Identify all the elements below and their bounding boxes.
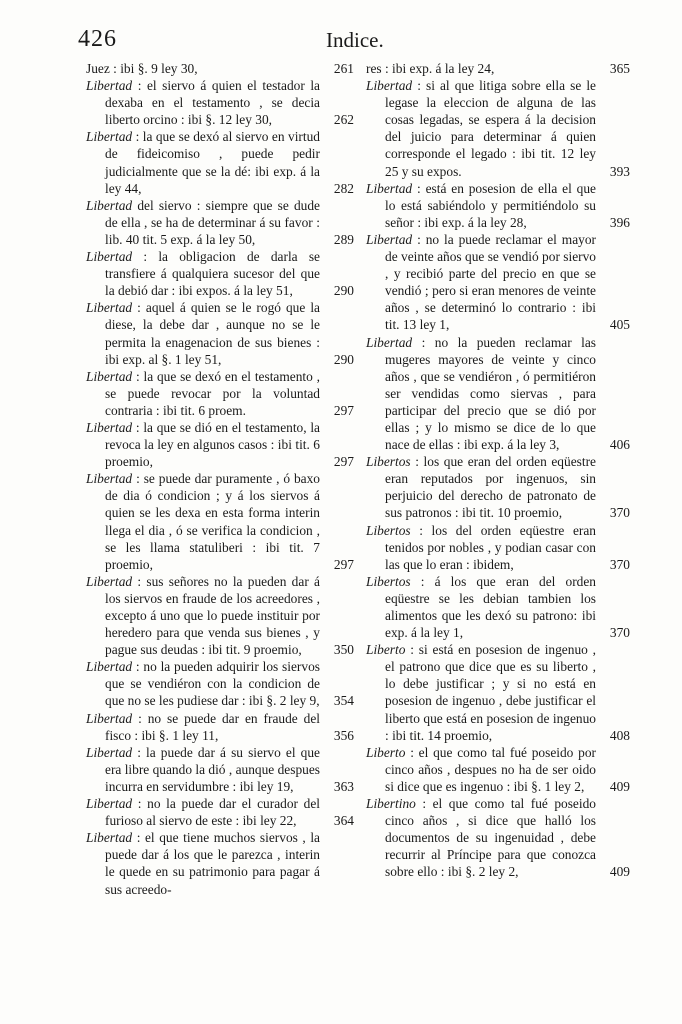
- entry-page-number: 354: [333, 693, 354, 709]
- entry-page-number: 408: [609, 727, 630, 743]
- entry-text: : si al que litiga sobre ella se le legase la eleccion de alguna de las cosas legadas, se espera á la decision del juicio para determinar á quien corresponde el legado : ibi tit. 12 ley 25 y su expos.: [385, 78, 596, 179]
- entry-text: : no la pueden adquirir los siervos que se vendiéron con la condicion de que no se les pudiese dar : ibi §. 2 ley 9,: [105, 659, 320, 709]
- entry-text: : no la puede reclamar el mayor de veinte años que se vendió por siervo , y recibió parte del precio en que se vendió ; pero si eran menores de veinte años , se determinó lo contrario : ibi tit. 13 ley 1,: [385, 231, 596, 333]
- index-entry: [366, 795, 630, 880]
- entry-keyword: Libertad: [366, 334, 413, 350]
- entry-page-number: 297: [333, 556, 354, 572]
- entry-page-number: 370: [609, 556, 630, 572]
- entry-page-number: 350: [333, 642, 354, 658]
- index-entry: [86, 470, 354, 573]
- entry-keyword: Libertad: [86, 744, 133, 760]
- index-entry: [366, 334, 630, 454]
- entry-page-number: 297: [333, 402, 354, 418]
- entry-keyword: Libertad: [86, 659, 133, 675]
- entry-keyword: Liberto: [366, 744, 406, 760]
- entry-text: res : ibi exp. á la ley 24,: [366, 61, 495, 76]
- entry-page-number: 356: [333, 727, 354, 743]
- index-entry: [86, 197, 354, 248]
- index-entry: [366, 522, 630, 573]
- entry-page-number: 409: [609, 778, 630, 794]
- index-entry: [366, 744, 630, 795]
- entry-page-number: 406: [609, 437, 630, 453]
- entry-keyword: Libertino: [366, 796, 416, 812]
- entry-page-number: 297: [333, 454, 354, 470]
- entry-text: : si está en posesion de ingenuo , el patrono que dice que es su liberto , lo debe justificar ; y si no está en posesion de ingenuo , debe justificar el liberto que está en posesion de ingenuo : ibi tit. 14 proemio,: [385, 642, 596, 743]
- entry-text: : el que como tal fué poseido cinco años , si dice que halló los documentos de su ingenuidad , debe recurrir al Príncipe para que conozca sobre ello : ibi §. 2 ley 2,: [385, 796, 596, 880]
- entry-keyword: Liberto: [366, 642, 406, 658]
- entry-text: : el siervo á quien el testador la dexaba en el testamento , se decia liberto orcino : ibi §. 12 ley 30,: [105, 78, 320, 128]
- index-entry: [86, 744, 354, 795]
- entry-text: : no la puede dar el curador del furioso al siervo de este : ibi ley 22,: [105, 796, 320, 829]
- index-entry: [86, 368, 354, 419]
- entry-page-number: 289: [333, 231, 354, 247]
- entry-page-number: 409: [609, 864, 630, 880]
- index-entry: [366, 573, 630, 641]
- entry-keyword: Libertad: [86, 710, 133, 726]
- entry-keyword: Libertad: [86, 830, 133, 846]
- entry-text: : se puede dar puramente , ó baxo de dia ó condicion ; y á los siervos á quien se les dexa en esta forma interin llega el dia , ó se verifica la condicion , se les llama statuliberi : ibi tit. 7 proemio,: [105, 471, 320, 572]
- index-entry: [366, 180, 630, 231]
- index-entry: [366, 77, 630, 180]
- entry-page-number: 365: [609, 61, 630, 76]
- entry-text: : el que como tal fué poseido por cinco años , despues no ha de ser oido si dice que es ingenuo : ibi §. 1 ley 2,: [385, 744, 596, 794]
- entry-text: : la puede dar á su siervo el que era libre quando la dió , aunque despues incurra en servidumbre : ibi ley 19,: [105, 744, 320, 794]
- entry-page-number: 290: [333, 351, 354, 367]
- page-number: 426: [78, 26, 117, 52]
- entry-page-number: 261: [333, 61, 354, 76]
- entry-text: : la que se dexó en el testamento , se puede revocar por la voluntad contraria : ibi tit. 6 proem.: [105, 368, 320, 418]
- entry-text: del siervo : siempre que se dude de ella , se ha de determinar á su favor : lib. 40 tit. 5 exp. á la ley 50,: [105, 197, 320, 247]
- entry-keyword: Libertad: [366, 231, 413, 247]
- entry-page-number: 393: [609, 163, 630, 179]
- entry-text: : la que se dió en el testamento, la revoca la ley en algunos casos : ibi tit. 6 proemio,: [105, 419, 320, 470]
- left-column: [86, 60, 354, 898]
- entry-text: : los del orden eqüestre eran tenidos por nobles , y podian casar con las que lo eran : ibidem,: [385, 522, 596, 572]
- entry-page-number: 290: [333, 283, 354, 299]
- index-entry: [86, 795, 354, 829]
- index-entry: [86, 573, 354, 658]
- index-entry: [86, 710, 354, 744]
- entry-keyword: Libertad: [86, 249, 133, 265]
- entry-text: : no se puede dar en fraude del fisco : ibi §. 1 ley 11,: [105, 710, 320, 743]
- entry-text: : el que tiene muchos siervos , la puede dar á los que le parezca , interin le quede en su patrimonio para pagar á sus acreedo-: [105, 830, 320, 897]
- entry-keyword: Libertad: [366, 180, 413, 196]
- entry-text: : sus señores no la pueden dar á los siervos en fraude de los acreedores , excepto á uno que lo puede instituir por heredero para que venda sus bienes , y pague sus deudas : ibi tit. 9 proemio,: [105, 573, 320, 658]
- index-entry: [86, 299, 354, 367]
- entry-keyword: Libertad: [86, 573, 133, 589]
- entry-keyword: Libertad: [86, 78, 133, 94]
- index-entry: [86, 128, 354, 196]
- entry-keyword: Libertad: [366, 78, 413, 94]
- entry-text: : los que eran del orden eqüestre eran reputados por ingenuos, sin perjuicio del derecho de patronato de sus patronos : ibi tit. 10 proemio,: [385, 454, 596, 521]
- index-entry: [366, 641, 630, 744]
- index-entry: [86, 77, 354, 128]
- index-entry: [366, 453, 630, 521]
- entry-page-number: 370: [609, 505, 630, 521]
- entry-page-number: 262: [333, 112, 354, 128]
- right-column: [366, 60, 630, 881]
- page-header: [0, 26, 682, 60]
- entry-keyword: Libertad: [86, 368, 133, 384]
- entry-keyword: Libertad: [86, 197, 133, 213]
- entry-keyword: Libertos: [366, 454, 411, 470]
- index-entry: [366, 60, 630, 77]
- index-entry: [366, 231, 630, 334]
- index-entry: [86, 829, 354, 897]
- entry-keyword: Libertad: [86, 796, 133, 812]
- entry-keyword: Libertad: [86, 300, 133, 316]
- entry-page-number: 405: [609, 317, 630, 333]
- entry-keyword: Libertos: [366, 522, 411, 538]
- entry-text: : aquel á quien se le rogó que la diese, la debe dar , aunque no se le permita la enagenacion de sus bienes : ibi exp. al §. 1 ley 51,: [105, 300, 320, 367]
- running-title: Indice.: [326, 28, 384, 52]
- entry-text: : la que se dexó al siervo en virtud de fideicomiso , puede pedir judicialmente que se la dé: ibi exp. á la ley 44,: [105, 129, 320, 196]
- entry-keyword: Libertad: [86, 419, 133, 435]
- entry-page-number: 396: [609, 214, 630, 230]
- entry-text: : está en posesion de ella el que lo está sabiéndolo y permitiéndolo su señor : ibi exp. á la ley 28,: [385, 180, 596, 230]
- entry-page-number: 370: [609, 625, 630, 641]
- index-entry: [86, 248, 354, 299]
- index-entry: [86, 60, 354, 77]
- entry-page-number: 364: [333, 813, 354, 829]
- entry-text: : la obligacion de darla se transfiere á qualquiera sucesor del que la debió dar : ibi expos. á la ley 51,: [105, 249, 320, 299]
- entry-text: : no la pueden reclamar las mugeres mayores de veinte y cinco años , que se vendiéron , ó permitiéron ser vendidas como siervas , para participar del precio que se dió por ellas ; y lo mismo se dice de lo que nace de ellas : ibi exp. á la ley 3,: [385, 334, 596, 453]
- entry-keyword: Libertad: [86, 471, 133, 487]
- entry-keyword: Libertos: [366, 573, 411, 589]
- entry-page-number: 363: [333, 778, 354, 794]
- index-entry: [86, 419, 354, 470]
- index-entry: [86, 658, 354, 709]
- entry-text: : á los que eran del orden eqüestre se les debian tambien los alimentos que les dexó su patrono: ibi exp. á la ley 1,: [385, 573, 596, 641]
- entry-keyword: Libertad: [86, 129, 133, 145]
- entry-page-number: 282: [333, 180, 354, 196]
- entry-text: Juez : ibi §. 9 ley 30,: [86, 61, 198, 76]
